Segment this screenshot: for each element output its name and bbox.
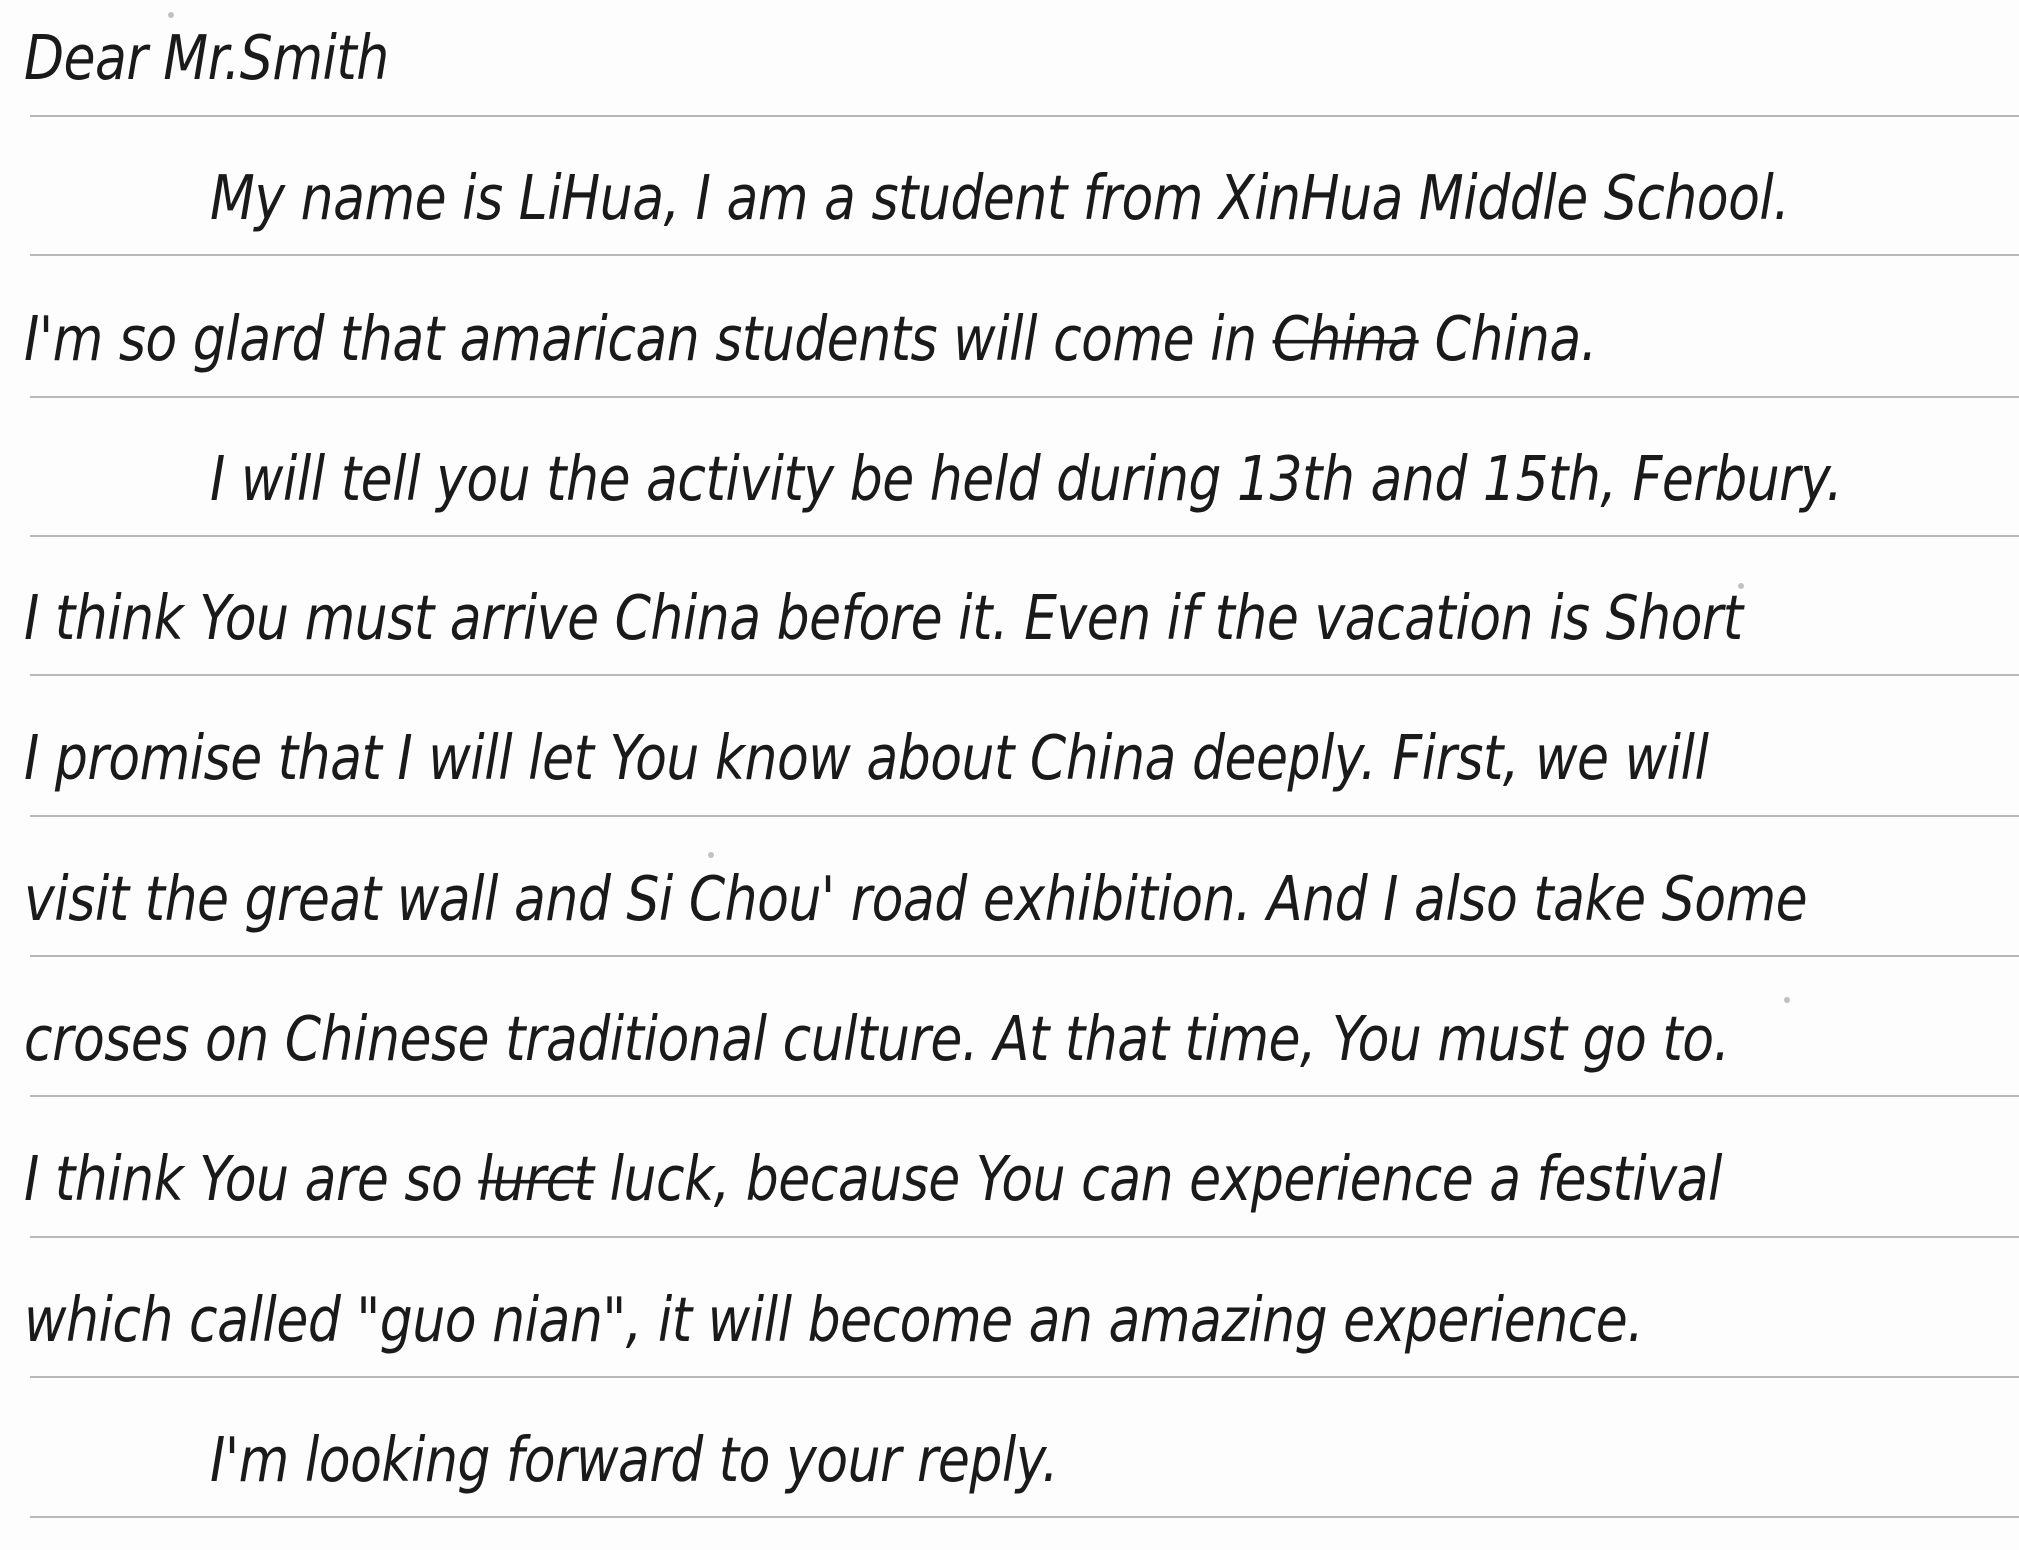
letter-line-8-tail: luck, because You can experience a festival xyxy=(609,1144,1722,1216)
letter-line-6: visit the great wall and Si Chou' road exhibition. And I also take Some xyxy=(24,864,1808,936)
closing-line: I'm looking forward to your reply. xyxy=(210,1425,1059,1497)
ruled-line xyxy=(30,254,2019,256)
ruled-line xyxy=(30,1236,2019,1238)
ruled-line xyxy=(30,1376,2019,1378)
letter-line-8-text: I think You are so xyxy=(24,1144,463,1216)
ruled-line xyxy=(30,1095,2019,1097)
letter-line-9: which called "guo nian", it will become an amazing experience. xyxy=(24,1285,1644,1357)
letter-line-3: I will tell you the activity be held during 13th and 15th, Ferbury. xyxy=(210,444,1843,516)
crossed-out-word: lurct xyxy=(478,1144,594,1216)
letter-line-1: My name is LiHua, I am a student from XinHua Middle School. xyxy=(210,163,1790,235)
letter-line-2-tail: China. xyxy=(1434,304,1597,376)
letter-line-7: croses on Chinese traditional culture. At that time, You must go to. xyxy=(24,1004,1730,1076)
letter-line-5: I promise that I will let You know about China deeply. First, we will xyxy=(24,723,1709,795)
crossed-out-word: China xyxy=(1272,304,1419,376)
letter-line-8 xyxy=(24,1127,2014,1233)
ruled-line xyxy=(30,396,2019,398)
ruled-line xyxy=(30,1516,2019,1518)
salutation: Dear Mr.Smith xyxy=(24,23,389,95)
ruled-line xyxy=(30,115,2019,117)
ruled-line xyxy=(30,674,2019,676)
letter-line-2-text: I'm so glard that amarican students will come in xyxy=(24,304,1257,376)
letter-line-2 xyxy=(24,287,2014,393)
letter-line-4: I think You must arrive China before it. Even if the vacation is Short xyxy=(24,583,1743,655)
ruled-line xyxy=(30,535,2019,537)
ruled-line xyxy=(30,815,2019,817)
ruled-line xyxy=(30,955,2019,957)
